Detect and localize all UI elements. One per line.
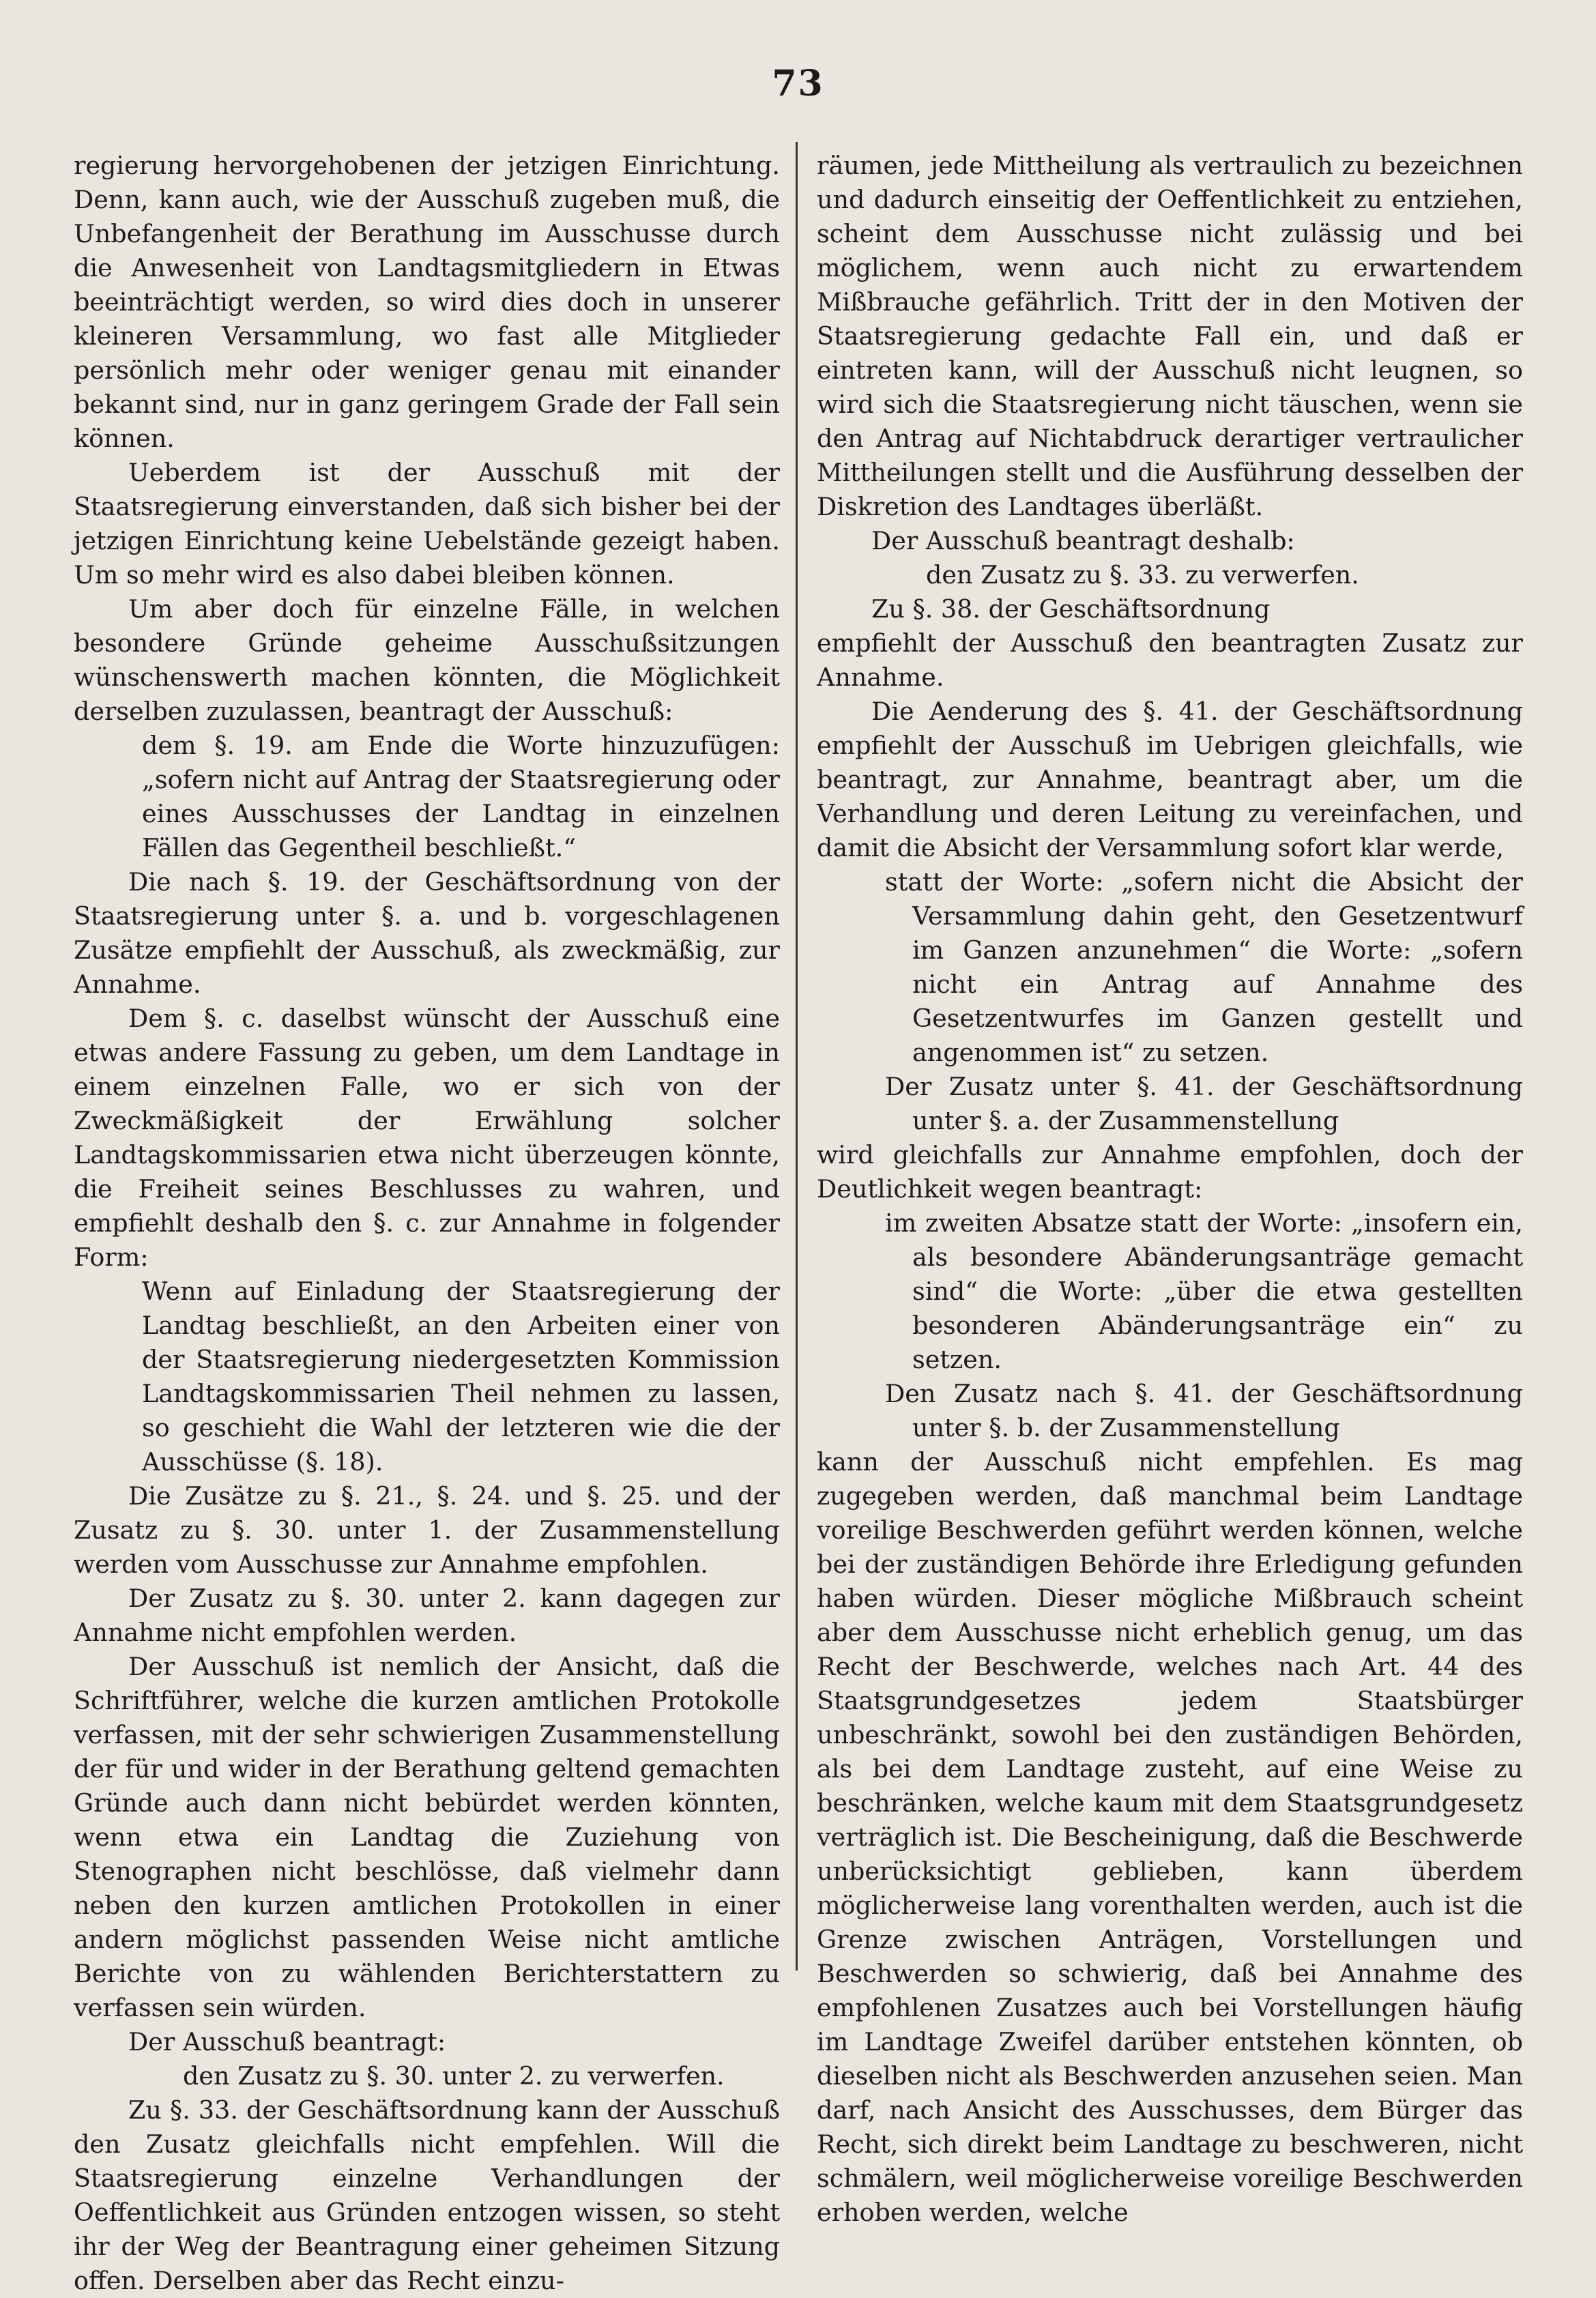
motion-paragraph: dem §. 19. am Ende die Worte hinzuzufügen: „sofern nicht auf Antrag der Staatsregierung oder eines Ausschusses der Landtag in einzelnen Fällen das Gegentheil beschließt.“ bbox=[142, 731, 780, 862]
paragraph: Der Ausschuß ist nemlich der Ansicht, daß die Schriftführer, welche die kurzen amtlichen Protokolle verfassen, mit der sehr schwierigen Zusammenstellung der für und wider in der Berathung geltend gemachten Gründe auch dann nicht bebürdet werden könnten, wenn etwa ein Landtag die Zuziehung von Stenographen nicht beschlösse, daß vielmehr dann neben den kurzen amtlichen Protokollen in einer andern möglichst passenden Weise nicht amtliche Berichte von zu wählenden Berichterstattern zu verfassen sein würden. bbox=[74, 1652, 780, 2022]
section-heading: Der Zusatz unter §. 41. der Geschäftsordnung unter §. a. der Zusammenstellung bbox=[885, 1072, 1523, 1135]
section-heading: Den Zusatz nach §. 41. der Geschäftsordnung unter §. b. der Zusammenstellung bbox=[885, 1379, 1523, 1442]
paragraph: Die Zusätze zu §. 21., §. 24. und §. 25. und der Zusatz zu §. 30. unter 1. der Zusammenstellung werden vom Ausschusse zur Annahme empfohlen. bbox=[74, 1481, 780, 1579]
column-divider bbox=[796, 142, 798, 1970]
paragraph: kann der Ausschuß nicht empfehlen. Es mag zugegeben werden, daß manchmal beim Landtage voreilige Beschwerden geführt werden können, welche bei der zuständigen Behörde ihre Erledigung gefunden haben würden. Dieser mögliche Mißbrauch scheint aber dem Ausschusse nicht erheblich genug, um das Recht der Beschwerde, welches nach Art. 44 des Staatsgrundgesetzes jedem Staatsbürger unbeschränkt, sowohl bei den zuständigen Behörden, als bei dem Landtage zusteht, auf eine Weise zu beschränken, welche kaum mit dem Staatsgrundgesetz verträglich ist. Die Bescheinigung, daß die Beschwerde unberücksichtigt geblieben, kann überdem möglicherweise lang vorenthalten werden, auch ist die Grenze zwischen Anträgen, Vorstellungen und Beschwerden so schwierig, daß bei Annahme des empfohlenen Zusatzes auch bei Vorstellungen häufig im Landtage Zweifel darüber entstehen könnten, ob dieselben nicht als Beschwerden anzusehen seien. Man darf, nach Ansicht des Ausschusses, dem Bürger das Recht, sich direkt beim Landtage zu beschweren, nicht schmälern, weil möglicherweise voreilige Beschwerden erhoben werden, welche bbox=[817, 1447, 1523, 2227]
paragraph: empfiehlt der Ausschuß den beantragten Zusatz zur Annahme. bbox=[817, 628, 1523, 692]
paragraph: räumen, jede Mittheilung als vertraulich zu bezeichnen und dadurch einseitig der Oeffentlichkeit zu entziehen, scheint dem Ausschusse nicht zulässig und bei möglichem, wenn auch nicht zu erwartendem Mißbrauche gefährlich. Tritt der in den Motiven der Staatsregierung gedachte Fall ein, und daß er eintreten kann, will der Ausschuß nicht leugnen, so wird sich die Staatsregierung nicht täuschen, wenn sie den Antrag auf Nichtabdruck derartiger vertraulicher Mittheilungen stellt und die Ausführung desselben der Diskretion des Landtages überläßt. bbox=[817, 151, 1523, 521]
right-text-column bbox=[817, 149, 1523, 2230]
paragraph: Der Ausschuß beantragt deshalb: bbox=[871, 526, 1295, 555]
motion-paragraph: im zweiten Absatze statt der Worte: „insofern ein, als besondere Abänderungsanträge gemacht sind“ die Worte: „über die etwa gestellten besonderen Abänderungsanträge ein“ zu setzen. bbox=[885, 1208, 1523, 1374]
left-text-column bbox=[74, 149, 780, 2298]
paragraph: Die nach §. 19. der Geschäftsordnung von der Staatsregierung unter §. a. und b. vorgeschlagenen Zusätze empfiehlt der Ausschuß, als zweckmäßig, zur Annahme. bbox=[74, 867, 780, 999]
page-number: 73 bbox=[772, 63, 824, 104]
motion-paragraph: Wenn auf Einladung der Staatsregierung der Landtag beschließt, an den Arbeiten einer von der Staatsregierung niedergesetzten Kommission Landtagskommissarien Theil nehmen zu lassen, so geschieht die Wahl der letzteren wie die der Ausschüsse (§. 18). bbox=[142, 1277, 780, 1477]
paragraph: regierung hervorgehobenen der jetzigen Einrichtung. Denn, kann auch, wie der Ausschuß zugeben muß, die Unbefangenheit der Berathung im Ausschusse durch die Anwesenheit von Landtagsmitgliedern in Etwas beeinträchtigt werden, so wird dies doch in unserer kleineren Versammlung, wo fast alle Mitglieder persönlich mehr oder weniger genau mit einander bekannt sind, nur in ganz geringem Grade der Fall sein können. bbox=[74, 151, 780, 453]
section-heading: Zu §. 38. der Geschäftsordnung bbox=[871, 594, 1271, 624]
paragraph: Ueberdem ist der Ausschuß mit der Staatsregierung einverstanden, daß sich bisher bei der jetzigen Einrichtung keine Uebelstände gezeigt haben. Um so mehr wird es also dabei bleiben können. bbox=[74, 458, 780, 590]
paragraph: Um aber doch für einzelne Fälle, in welchen besondere Gründe geheime Ausschußsitzungen wünschenswerth machen könnten, die Möglichkeit derselben zuzulassen, beantragt der Ausschuß: bbox=[74, 594, 780, 726]
motion-paragraph: den Zusatz zu §. 33. zu verwerfen. bbox=[926, 560, 1359, 590]
motion-paragraph: statt der Worte: „sofern nicht die Absicht der Versammlung dahin geht, den Gesetzentwurf im Ganzen anzunehmen“ die Worte: „sofern nicht ein Antrag auf Annahme des Gesetzentwurfes im Ganzen gestellt und angenommen ist“ zu setzen. bbox=[885, 867, 1523, 1067]
paragraph: Der Ausschuß beantragt: bbox=[128, 2027, 446, 2056]
motion-paragraph: den Zusatz zu §. 30. unter 2. zu verwerfen. bbox=[183, 2061, 725, 2091]
paragraph: Der Zusatz zu §. 30. unter 2. kann dagegen zur Annahme nicht empfohlen werden. bbox=[74, 1584, 780, 1647]
paragraph: Die Aenderung des §. 41. der Geschäftsordnung empfiehlt der Ausschuß im Uebrigen gleichfalls, wie beantragt, zur Annahme, beantragt aber, um die Verhandlung und deren Leitung zu vereinfachen, und damit die Absicht der Versammlung sofort klar werde, bbox=[817, 697, 1523, 862]
paragraph: wird gleichfalls zur Annahme empfohlen, doch der Deutlichkeit wegen beantragt: bbox=[817, 1140, 1523, 1204]
paragraph: Zu §. 33. der Geschäftsordnung kann der Ausschuß den Zusatz gleichfalls nicht empfehlen. Will die Staatsregierung einzelne Verhandlungen der Oeffentlichkeit aus Gründen entzogen wissen, so steht ihr der Weg der Beantragung einer geheimen Sitzung offen. Derselben aber das Recht einzu- bbox=[74, 2095, 780, 2295]
paragraph: Dem §. c. daselbst wünscht der Ausschuß eine etwas andere Fassung zu geben, um dem Landtage in einem einzelnen Falle, wo er sich von der Zweckmäßigkeit der Erwählung solcher Landtagskommissarien etwa nicht überzeugen könnte, die Freiheit seines Beschlusses zu wahren, und empfiehlt deshalb den §. c. zur Annahme in folgender Form: bbox=[74, 1004, 780, 1272]
